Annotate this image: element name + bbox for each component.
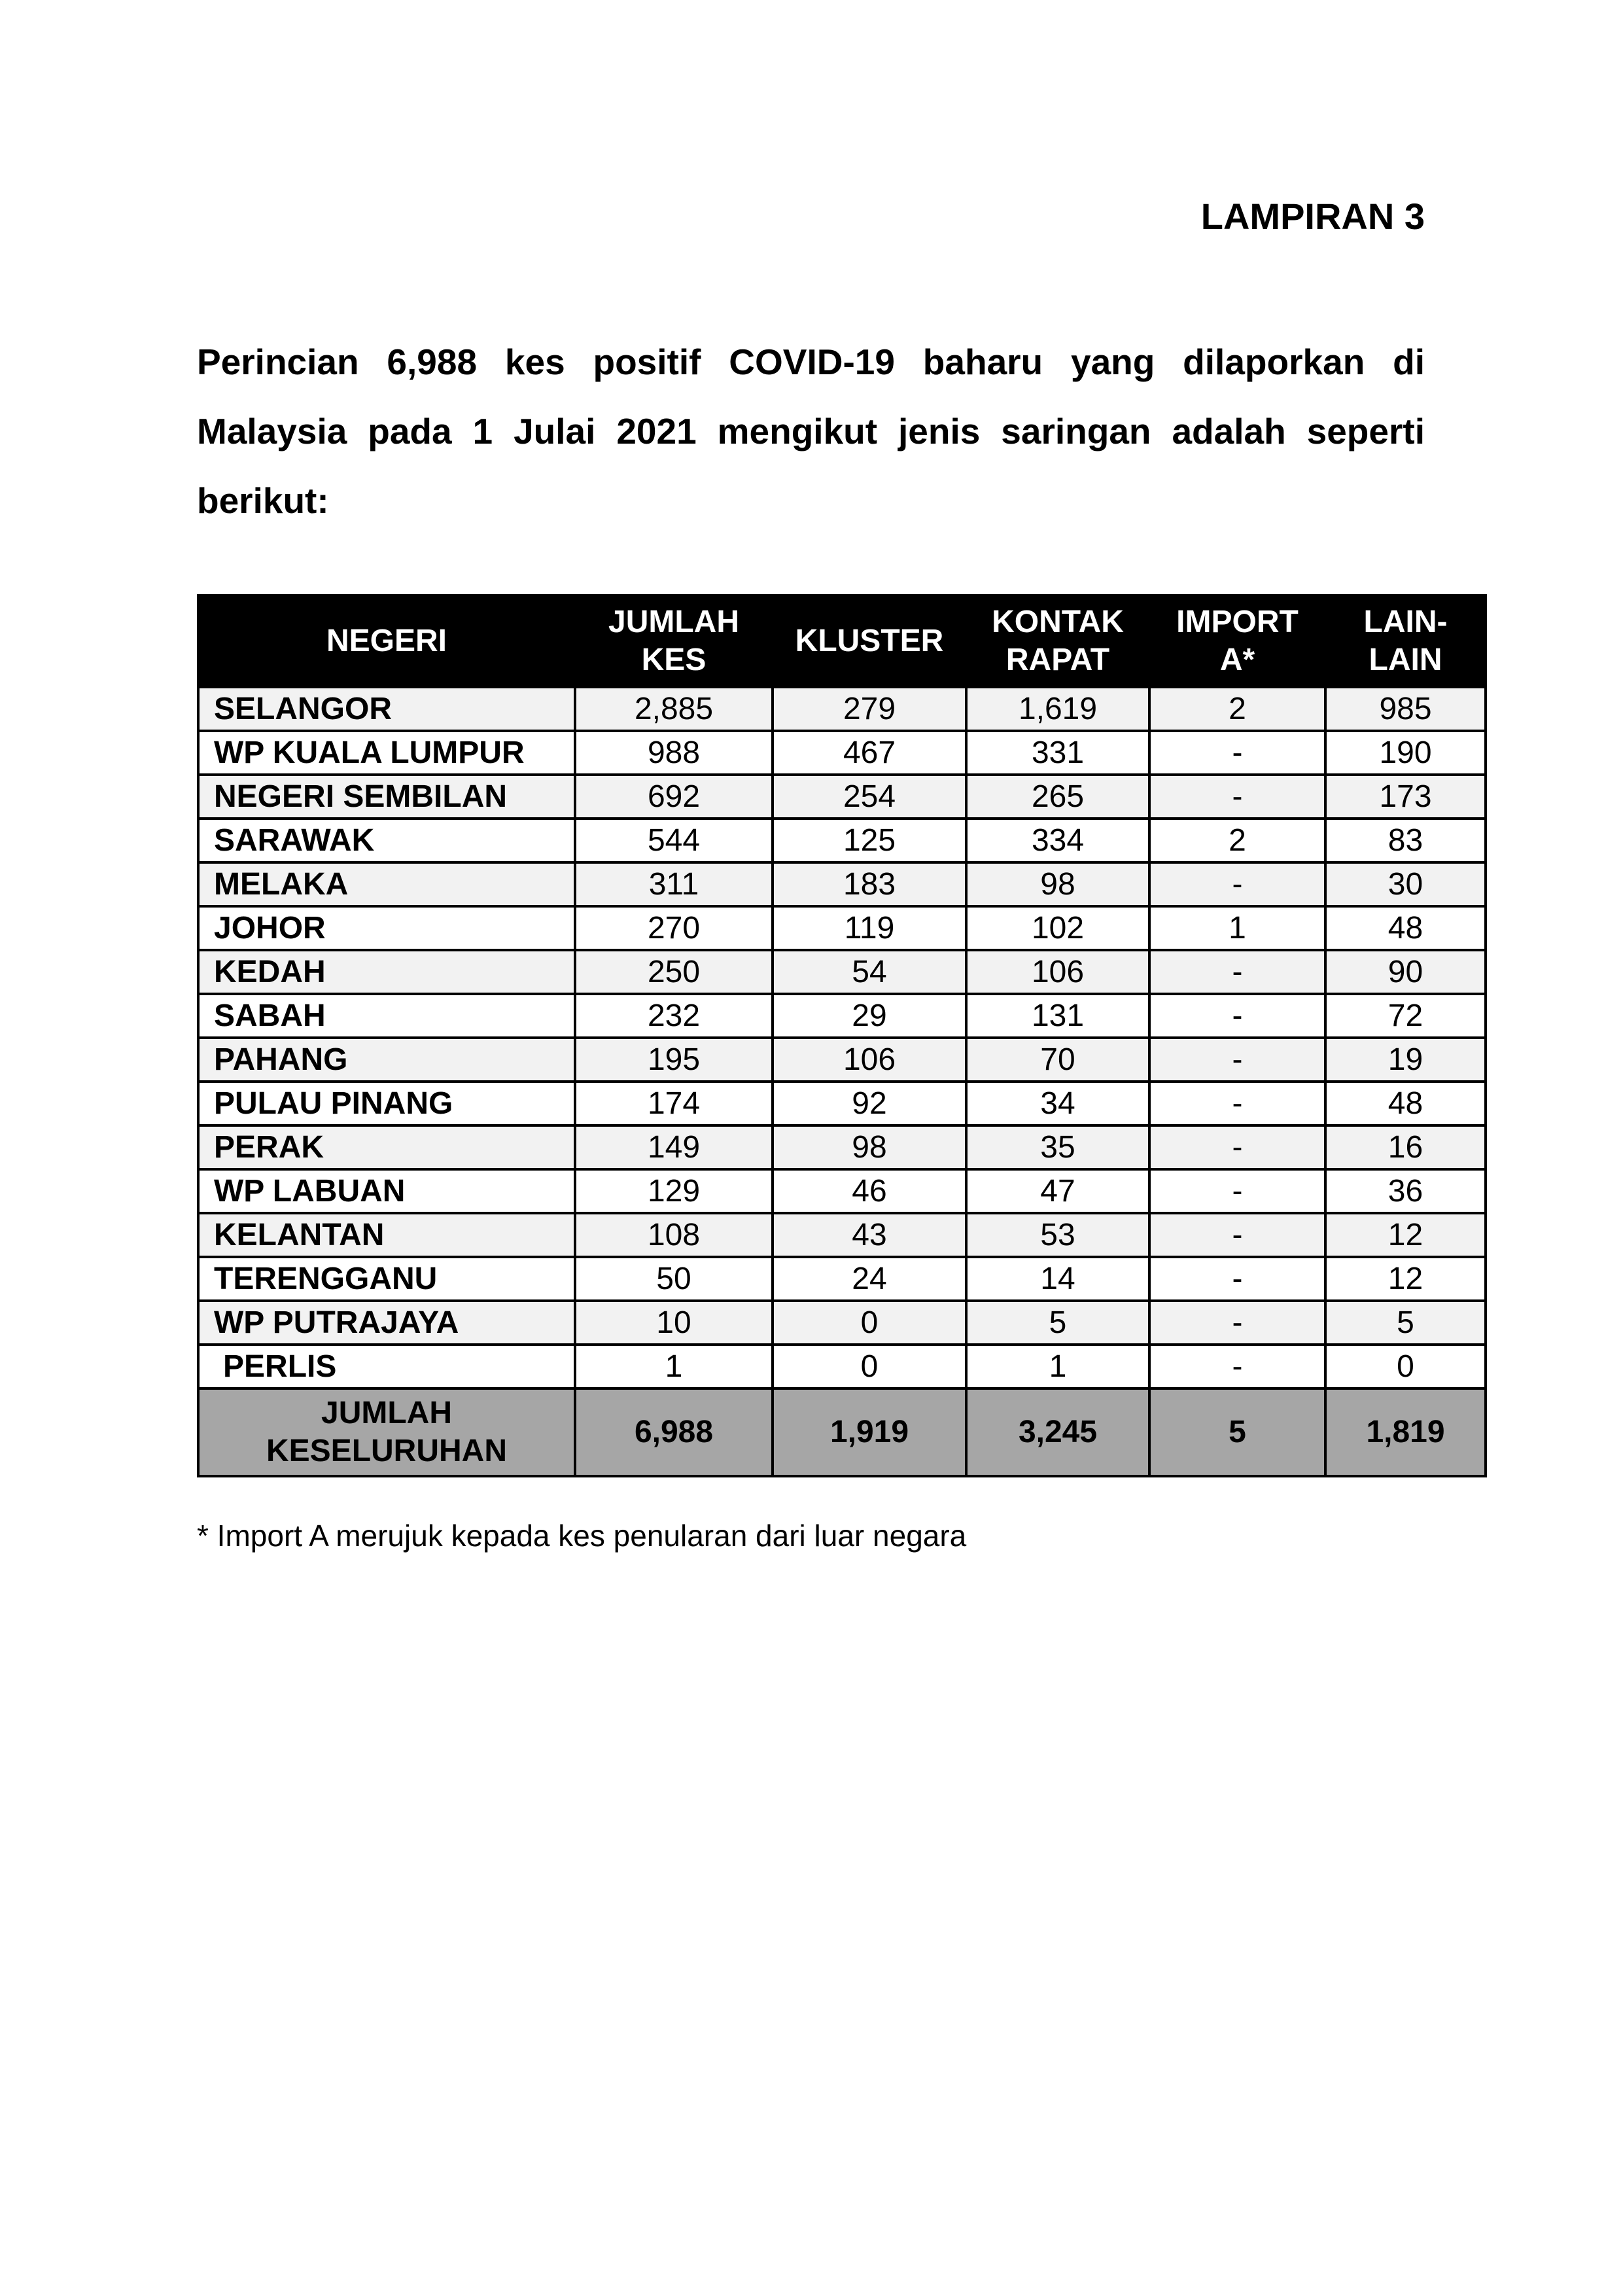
lain-lain-cell: 72 (1325, 994, 1486, 1038)
kluster-cell: 98 (773, 1125, 966, 1169)
state-cell: WP LABUAN (198, 1169, 575, 1213)
state-cell: WP PUTRAJAYA (198, 1301, 575, 1345)
state-cell: PERLIS (198, 1345, 575, 1388)
jumlah-kes-cell: 988 (575, 731, 773, 775)
header-kluster (773, 595, 966, 687)
import-a-cell: - (1149, 1082, 1325, 1125)
total-import-a: 5 (1149, 1388, 1325, 1476)
import-a-cell: - (1149, 731, 1325, 775)
kluster-cell: 106 (773, 1038, 966, 1082)
state-cell: SABAH (198, 994, 575, 1038)
kluster-cell: 46 (773, 1169, 966, 1213)
kluster-cell: 254 (773, 775, 966, 819)
jumlah-kes-cell: 10 (575, 1301, 773, 1345)
total-label (198, 1388, 575, 1476)
lain-lain-cell: 12 (1325, 1257, 1486, 1301)
kluster-cell: 54 (773, 950, 966, 994)
jumlah-kes-cell: 270 (575, 906, 773, 950)
jumlah-kes-cell: 174 (575, 1082, 773, 1125)
jumlah-kes-cell: 50 (575, 1257, 773, 1301)
kluster-cell: 279 (773, 687, 966, 731)
state-cell: WP KUALA LUMPUR (198, 731, 575, 775)
jumlah-kes-cell: 195 (575, 1038, 773, 1082)
kontak-rapat-cell: 34 (966, 1082, 1149, 1125)
header-kontak-rapat-line2: RAPAT (1005, 643, 1110, 677)
jumlah-kes-cell: 129 (575, 1169, 773, 1213)
table-row (198, 1301, 1486, 1345)
kontak-rapat-cell: 47 (966, 1169, 1149, 1213)
state-cell: NEGERI SEMBILAN (198, 775, 575, 819)
lain-lain-cell: 5 (1325, 1301, 1486, 1345)
intro-paragraph: Perincian 6,988 kes positif COVID-19 baharu yang dilaporkan di Malaysia pada 1 Julai 2021 mengikut jenis saringan adalah seperti berikut: (197, 342, 1425, 521)
import-a-cell: - (1149, 950, 1325, 994)
table-row (198, 1345, 1486, 1388)
import-a-cell: - (1149, 1213, 1325, 1257)
jumlah-kes-cell: 2,885 (575, 687, 773, 731)
table-row (198, 862, 1486, 906)
import-a-cell: - (1149, 1257, 1325, 1301)
kluster-cell: 0 (773, 1301, 966, 1345)
total-lain-lain: 1,819 (1325, 1388, 1486, 1476)
footnote: * Import A merujuk kepada kes penularan dari luar negara (197, 1519, 967, 1553)
state-cell: JOHOR (198, 906, 575, 950)
kontak-rapat-cell: 265 (966, 775, 1149, 819)
lain-lain-cell: 190 (1325, 731, 1486, 775)
state-cell: KEDAH (198, 950, 575, 994)
table-row (198, 731, 1486, 775)
lain-lain-cell: 83 (1325, 819, 1486, 862)
state-cell: MELAKA (198, 862, 575, 906)
jumlah-kes-cell: 544 (575, 819, 773, 862)
header-kontak-rapat (966, 595, 1149, 687)
kontak-rapat-cell: 35 (966, 1125, 1149, 1169)
jumlah-kes-cell: 149 (575, 1125, 773, 1169)
table-header (198, 595, 1486, 687)
kontak-rapat-cell: 14 (966, 1257, 1149, 1301)
import-a-cell: - (1149, 1345, 1325, 1388)
kontak-rapat-cell: 106 (966, 950, 1149, 994)
header-negeri-label: NEGERI (326, 624, 447, 658)
kontak-rapat-cell: 53 (966, 1213, 1149, 1257)
lain-lain-cell: 12 (1325, 1213, 1486, 1257)
import-a-cell: - (1149, 862, 1325, 906)
total-kluster: 1,919 (773, 1388, 966, 1476)
table-row (198, 1125, 1486, 1169)
header-lain-lain (1325, 595, 1486, 687)
kluster-cell: 125 (773, 819, 966, 862)
header-lain-lain-line2: LAIN (1369, 643, 1442, 677)
table-row (198, 1169, 1486, 1213)
kontak-rapat-cell: 5 (966, 1301, 1149, 1345)
header-jumlah-kes-line2: KES (641, 643, 707, 677)
kontak-rapat-cell: 102 (966, 906, 1149, 950)
table-row (198, 1213, 1486, 1257)
kluster-cell: 467 (773, 731, 966, 775)
import-a-cell: - (1149, 994, 1325, 1038)
table-body (198, 687, 1486, 1388)
lain-lain-cell: 19 (1325, 1038, 1486, 1082)
kontak-rapat-cell: 1 (966, 1345, 1149, 1388)
annex-label: LAMPIRAN 3 (1200, 196, 1425, 237)
jumlah-kes-cell: 311 (575, 862, 773, 906)
header-import-a (1149, 595, 1325, 687)
state-cell: KELANTAN (198, 1213, 575, 1257)
kluster-cell: 29 (773, 994, 966, 1038)
total-kontak-rapat: 3,245 (966, 1388, 1149, 1476)
lain-lain-cell: 30 (1325, 862, 1486, 906)
kluster-cell: 0 (773, 1345, 966, 1388)
kontak-rapat-cell: 131 (966, 994, 1149, 1038)
table-row (198, 1257, 1486, 1301)
kontak-rapat-cell: 98 (966, 862, 1149, 906)
jumlah-kes-cell: 232 (575, 994, 773, 1038)
kluster-cell: 43 (773, 1213, 966, 1257)
header-import-a-line2: A* (1219, 643, 1255, 677)
lain-lain-cell: 16 (1325, 1125, 1486, 1169)
header-negeri (198, 595, 575, 687)
header-jumlah-kes-line1: JUMLAH (608, 605, 739, 639)
state-cell: TERENGGANU (198, 1257, 575, 1301)
header-kluster-label: KLUSTER (795, 624, 944, 658)
lain-lain-cell: 48 (1325, 906, 1486, 950)
header-kontak-rapat-line1: KONTAK (992, 605, 1124, 639)
kontak-rapat-cell: 331 (966, 731, 1149, 775)
table-row (198, 950, 1486, 994)
kluster-cell: 92 (773, 1082, 966, 1125)
total-jumlah-kes: 6,988 (575, 1388, 773, 1476)
import-a-cell: - (1149, 1038, 1325, 1082)
header-row (198, 595, 1486, 687)
table-row (198, 775, 1486, 819)
jumlah-kes-cell: 692 (575, 775, 773, 819)
table-row (198, 1038, 1486, 1082)
kontak-rapat-cell: 70 (966, 1038, 1149, 1082)
kluster-cell: 183 (773, 862, 966, 906)
table-row (198, 1082, 1486, 1125)
kluster-cell: 119 (773, 906, 966, 950)
header-import-a-line1: IMPORT (1176, 605, 1299, 639)
lain-lain-cell: 173 (1325, 775, 1486, 819)
jumlah-kes-cell: 250 (575, 950, 773, 994)
import-a-cell: - (1149, 1169, 1325, 1213)
lain-lain-cell: 48 (1325, 1082, 1486, 1125)
import-a-cell: 2 (1149, 819, 1325, 862)
lain-lain-cell: 90 (1325, 950, 1486, 994)
table-row (198, 994, 1486, 1038)
import-a-cell: - (1149, 775, 1325, 819)
table-row (198, 906, 1486, 950)
state-cell: PULAU PINANG (198, 1082, 575, 1125)
import-a-cell: - (1149, 1301, 1325, 1345)
state-cell: SARAWAK (198, 819, 575, 862)
state-cell: PERAK (198, 1125, 575, 1169)
cases-table (197, 594, 1487, 1477)
state-cell: SELANGOR (198, 687, 575, 731)
jumlah-kes-cell: 108 (575, 1213, 773, 1257)
import-a-cell: - (1149, 1125, 1325, 1169)
import-a-cell: 1 (1149, 906, 1325, 950)
state-cell: PAHANG (198, 1038, 575, 1082)
header-jumlah-kes (575, 595, 773, 687)
import-a-cell: 2 (1149, 687, 1325, 731)
table-row (198, 687, 1486, 731)
lain-lain-cell: 985 (1325, 687, 1486, 731)
lain-lain-cell: 36 (1325, 1169, 1486, 1213)
lain-lain-cell: 0 (1325, 1345, 1486, 1388)
header-lain-lain-line1: LAIN- (1363, 605, 1448, 639)
total-label-line2: KESELURUHAN (266, 1434, 507, 1468)
kontak-rapat-cell: 334 (966, 819, 1149, 862)
kluster-cell: 24 (773, 1257, 966, 1301)
table-row (198, 819, 1486, 862)
table-footer (198, 1388, 1486, 1476)
total-label-line1: JUMLAH (321, 1396, 452, 1430)
jumlah-kes-cell: 1 (575, 1345, 773, 1388)
total-row (198, 1388, 1486, 1476)
kontak-rapat-cell: 1,619 (966, 687, 1149, 731)
